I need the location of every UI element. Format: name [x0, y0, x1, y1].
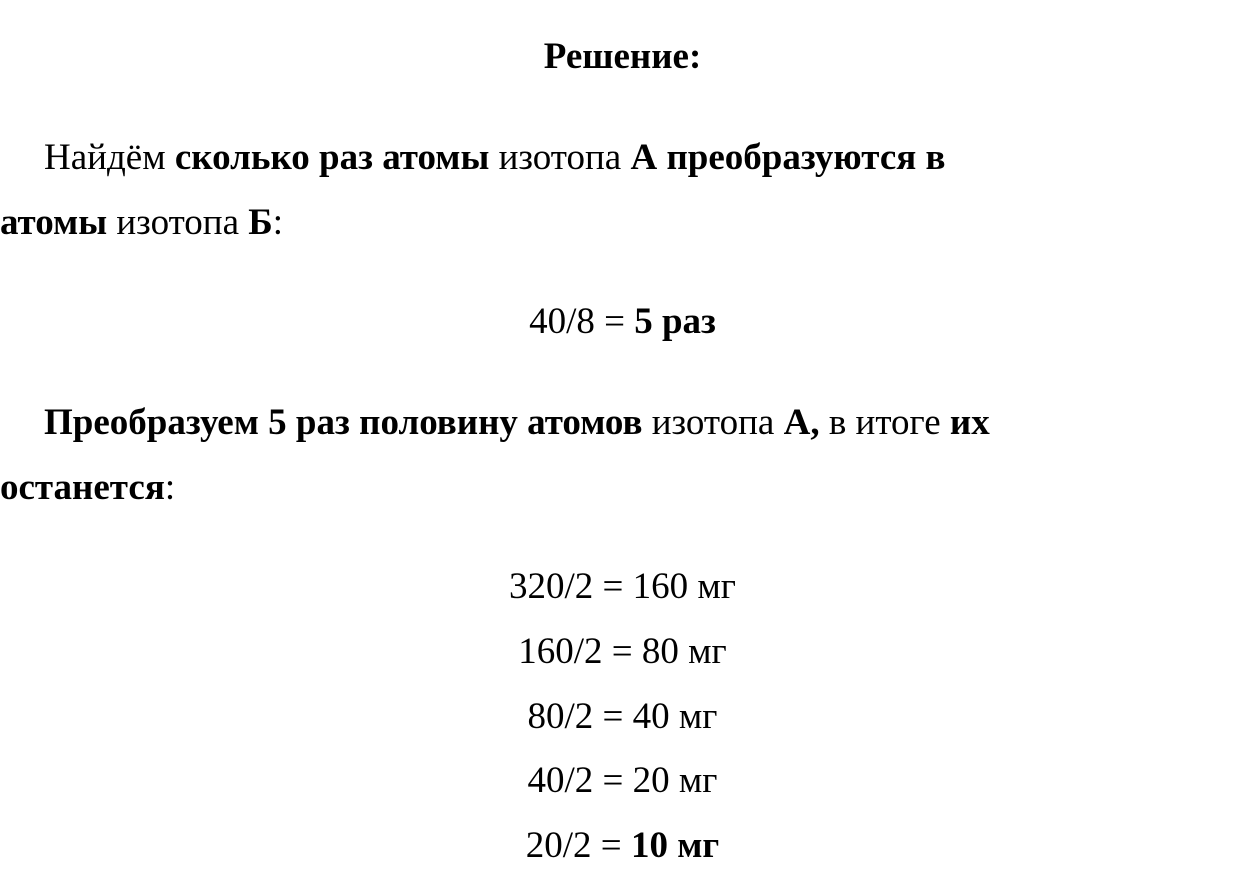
text: изотопа	[489, 137, 631, 178]
equation-result: 5 раз	[634, 301, 716, 342]
bold-text: А,	[783, 402, 820, 443]
bold-text: Б	[248, 202, 273, 243]
text: изотопа	[107, 202, 249, 243]
text: :	[164, 467, 176, 508]
equation-lhs: 40/8 =	[529, 301, 635, 342]
paragraph-2-line-1	[0, 401, 1245, 445]
calculation-line-final	[0, 824, 1245, 868]
bold-text: атомы	[0, 202, 108, 243]
calculation-line: 160/2 = 80 мг	[518, 631, 727, 672]
equation-result: 10 мг	[630, 825, 720, 866]
equation-lhs: 20/2 =	[525, 825, 631, 866]
paragraph-1-line-2	[0, 201, 1245, 245]
calculation-line: 40/2 = 20 мг	[527, 760, 718, 801]
text: изотопа	[642, 402, 784, 443]
calculation-line: 320/2 = 160 мг	[509, 566, 736, 607]
bold-text: останется	[0, 467, 165, 508]
text: Найдём	[44, 137, 175, 178]
equation-division-count	[0, 300, 1245, 344]
bold-text: сколько раз атомы	[174, 137, 490, 178]
calculation-line: 80/2 = 40 мг	[527, 696, 718, 737]
paragraph-1-line-1	[0, 136, 1245, 180]
solution-title: Решение:	[543, 36, 702, 77]
bold-text: А преобразуются в	[630, 137, 946, 178]
bold-text: Преобразуем 5 раз половину атомов	[44, 402, 643, 443]
bold-text: их	[949, 402, 990, 443]
text: :	[272, 202, 283, 243]
paragraph-2-line-2	[0, 466, 1245, 510]
text: в итоге	[819, 402, 950, 443]
